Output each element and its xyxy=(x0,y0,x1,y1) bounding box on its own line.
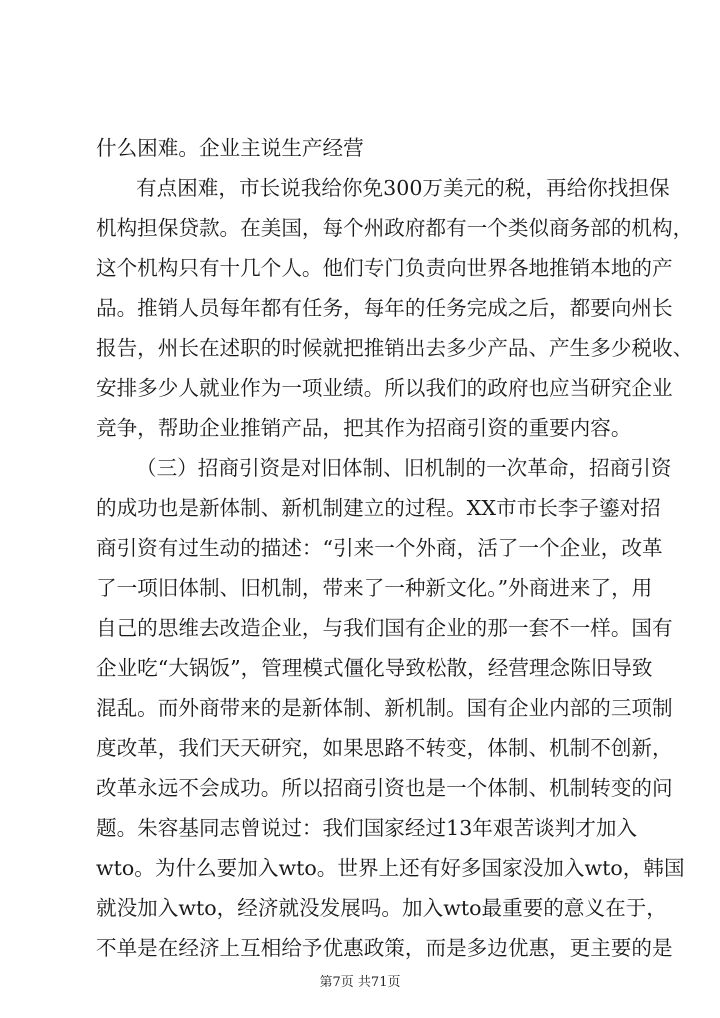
text-line: 企业吃“大锅饭”，管理模式僵化导致松散，经营理念陈旧导致 xyxy=(96,656,653,680)
page-footer: 第7页 共71页 xyxy=(319,975,401,990)
text-line: 改革永远不会成功。所以招商引资也是一个体制、机制转变的问 xyxy=(96,776,673,800)
text-line: 品。推销人员每年都有任务，每年的任务完成之后，都要向州长 xyxy=(96,296,673,320)
text-line: （三）招商引资是对旧体制、旧机制的一次革命，招商引资 xyxy=(136,456,672,480)
text-line: 题。朱容基同志曾说过：我们国家经过13年艰苦谈判才加入 xyxy=(96,816,638,840)
text-line: 不单是在经济上互相给予优惠政策，而是多边优惠，更主要的是 xyxy=(96,936,673,960)
text-line: 度改革，我们天天研究，如果思路不转变，体制、机制不创新， xyxy=(96,736,673,760)
text-line: 的成功也是新体制、新机制建立的过程。XX市市长李子鎏对招 xyxy=(96,496,661,520)
text-line: 商引资有过生动的描述：“引来一个外商，活了一个企业，改革 xyxy=(96,536,663,560)
text-line: 了一项旧体制、旧机制，带来了一种新文化。”外商进来了，用 xyxy=(96,576,653,600)
text-line: 这个机构只有十几个人。他们专门负责向世界各地推销本地的产 xyxy=(96,256,673,280)
text-line: 什么困难。企业主说生产经营 xyxy=(96,136,364,160)
text-line: 自己的思维去改造企业，与我们国有企业的那一套不一样。国有 xyxy=(96,616,673,640)
text-line: wto。为什么要加入wto。世界上还有好多国家没加入wto，韩国 xyxy=(96,856,685,880)
text-line: 有点困难，市长说我给你免300万美元的税，再给你找担保 xyxy=(136,176,670,200)
text-line: 竞争，帮助企业推销产品，把其作为招商引资的重要内容。 xyxy=(96,416,632,440)
text-line: 就没加入wto，经济就没发展吗。加入wto最重要的意义在于， xyxy=(96,896,667,920)
text-line: 混乱。而外商带来的是新体制、新机制。国有企业内部的三项制 xyxy=(96,696,673,720)
text-line: 报告，州长在述职的时候就把推销出去多少产品、产生多少税收、 xyxy=(96,336,694,360)
text-line: 安排多少人就业作为一项业绩。所以我们的政府也应当研究企业 xyxy=(96,376,673,400)
text-line: 机构担保贷款。在美国，每个州政府都有一个类似商务部的机构， xyxy=(96,216,694,240)
